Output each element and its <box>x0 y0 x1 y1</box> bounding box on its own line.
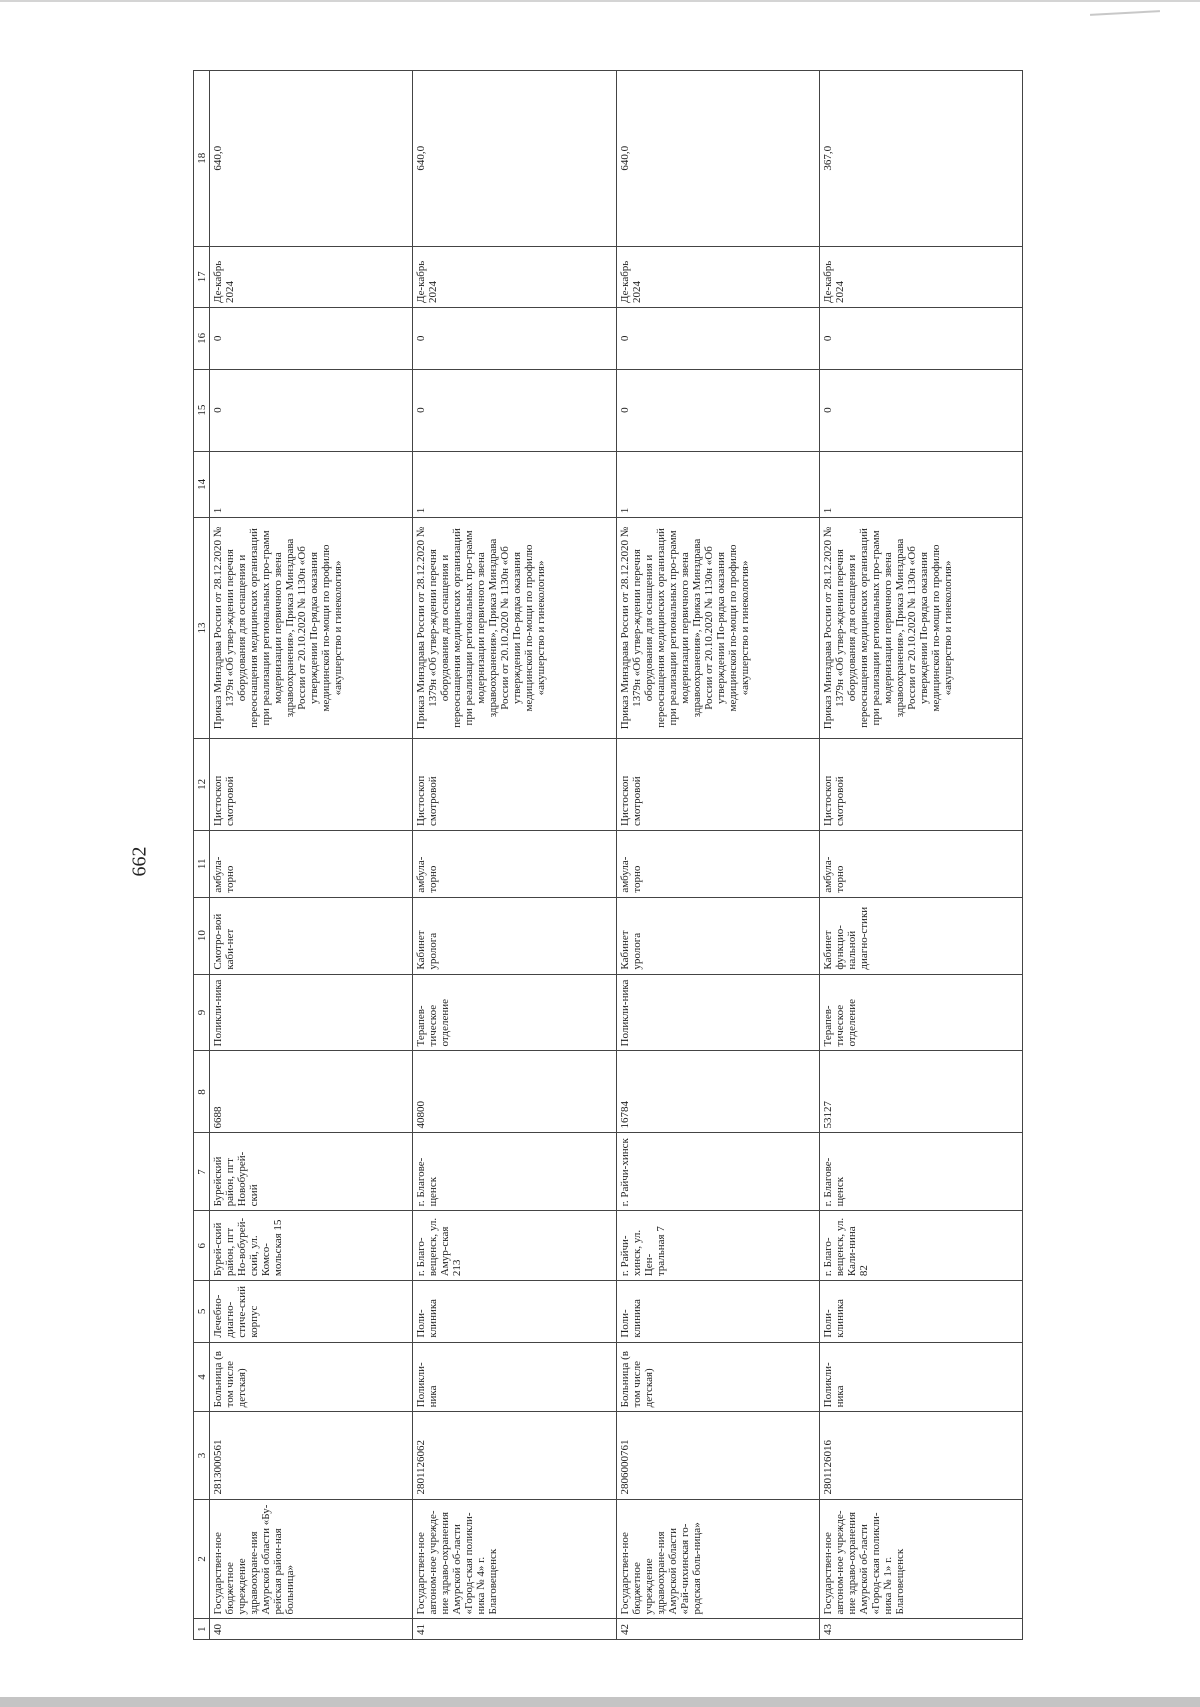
building: Поли-клиника <box>616 1281 819 1343</box>
organization-type: Поликли-ника <box>413 1342 616 1412</box>
building: Поли-клиника <box>413 1281 616 1343</box>
column-number: 9 <box>194 974 210 1051</box>
population: 40800 <box>413 1051 616 1133</box>
care-condition: амбула-торно <box>413 831 616 898</box>
delivery-date: Де-кабрь 2024 <box>210 246 413 308</box>
cost: 640,0 <box>413 71 616 247</box>
value-col-15: 0 <box>819 369 1022 451</box>
column-number: 13 <box>194 518 210 738</box>
row-number: 41 <box>413 1619 616 1640</box>
quantity: 1 <box>413 451 616 518</box>
delivery-date: Де-кабрь 2024 <box>413 246 616 308</box>
column-number: 14 <box>194 451 210 518</box>
value-col-15: 0 <box>616 369 819 451</box>
page-number: 662 <box>128 846 151 877</box>
locality: г. Благове-щенск <box>819 1133 1022 1211</box>
department: Поликли-ника <box>616 974 819 1051</box>
address: г. Благо-вещенск, ул. Кали-нина 82 <box>819 1211 1022 1281</box>
column-number: 4 <box>194 1342 210 1412</box>
column-number: 2 <box>194 1499 210 1619</box>
department: Терапев-тическое отделение <box>413 974 616 1051</box>
cabinet: Смотро-вой каби-нет <box>210 897 413 974</box>
column-number: 17 <box>194 246 210 308</box>
scan-top-edge <box>0 0 1200 2</box>
equipment-name: Цистоскоп смотровой <box>413 738 616 830</box>
organization-name: Государствен-ное бюджетное учреждение здравоохране-ния Амурской области «Рай-чихинская го-родская боль-ница» <box>616 1499 819 1619</box>
legal-basis: Приказ Минздрава России от 28.12.2020 № 1379н «Об утвер-ждении перечня оборудования для оснащения и переоснащения медицинских организаций при реализации региональных про-грамм модернизации первичного звена здравоохранения», Приказ Минздрава России от 20.10.2020 № 1130н «Об утверждении По-рядка оказания медицинской по-мощи по профилю «акушерство и гинекология» <box>210 518 413 738</box>
column-number: 10 <box>194 897 210 974</box>
equipment-name: Цистоскоп смотровой <box>616 738 819 830</box>
equipment-name: Цистоскоп смотровой <box>210 738 413 830</box>
column-number: 5 <box>194 1281 210 1343</box>
table-row <box>616 71 819 1640</box>
table-row <box>819 71 1022 1640</box>
scan-bottom-edge <box>0 1697 1200 1707</box>
inn-code: 2813000561 <box>210 1412 413 1499</box>
department: Терапев-тическое отделение <box>819 974 1022 1051</box>
population: 53127 <box>819 1051 1022 1133</box>
organization-name: Государствен-ное автоном-ное учрежде-ние здраво-охранения Амурской об-ласти «Город-ская поликли-ника № 4» г. Благовещенск <box>413 1499 616 1619</box>
building: Лечебно-диагно-стиче-ский корпус <box>210 1281 413 1343</box>
organization-type: Поликли-ника <box>819 1342 1022 1412</box>
value-col-16: 0 <box>616 308 819 370</box>
quantity: 1 <box>616 451 819 518</box>
building: Поли-клиника <box>819 1281 1022 1343</box>
column-number: 11 <box>194 831 210 898</box>
column-number: 7 <box>194 1133 210 1211</box>
address: г. Райчи-хинск, ул. Цен-тральная 7 <box>616 1211 819 1281</box>
value-col-15: 0 <box>210 369 413 451</box>
population: 16784 <box>616 1051 819 1133</box>
care-condition: амбула-торно <box>819 831 1022 898</box>
address: Бурей-ский район, пгт Но-вобурей-ский, ул. Комсо-мольская 15 <box>210 1211 413 1281</box>
column-number: 8 <box>194 1051 210 1133</box>
population: 6688 <box>210 1051 413 1133</box>
row-number: 40 <box>210 1619 413 1640</box>
delivery-date: Де-кабрь 2024 <box>616 246 819 308</box>
cost: 640,0 <box>616 71 819 247</box>
table-row <box>413 71 616 1640</box>
organization-type: Больница (в том числе детская) <box>210 1342 413 1412</box>
inn-code: 2801126062 <box>413 1412 616 1499</box>
locality: Бурейский район, пгт Новобурей-ский <box>210 1133 413 1211</box>
scan-mark <box>1090 10 1160 16</box>
legal-basis: Приказ Минздрава России от 28.12.2020 № 1379н «Об утвер-ждении перечня оборудования для оснащения и переоснащения медицинских организаций при реализации региональных про-грамм модернизации первичного звена здравоохранения», Приказ Минздрава России от 20.10.2020 № 1130н «Об утверждении По-рядка оказания медицинской по-мощи по профилю «акушерство и гинекология» <box>413 518 616 738</box>
document-table-rotated <box>193 70 1023 1640</box>
quantity: 1 <box>210 451 413 518</box>
care-condition: амбула-торно <box>210 831 413 898</box>
cabinet: Кабинет уролога <box>616 897 819 974</box>
cost: 367,0 <box>819 71 1022 247</box>
care-condition: амбула-торно <box>616 831 819 898</box>
column-number: 12 <box>194 738 210 830</box>
column-number: 6 <box>194 1211 210 1281</box>
cabinet: Кабинет функцио-нальной диагно-стики <box>819 897 1022 974</box>
department: Поликли-ника <box>210 974 413 1051</box>
locality: г. Райчи-хинск <box>616 1133 819 1211</box>
organization-name: Государствен-ное автоном-ное учрежде-ние здраво-охранения Амурской об-ласти «Город-ская поликли-ника № 1» г. Благовещенск <box>819 1499 1022 1619</box>
inn-code: 2806000761 <box>616 1412 819 1499</box>
row-number: 42 <box>616 1619 819 1640</box>
address: г. Благо-вещенск, ул. Амур-ская 213 <box>413 1211 616 1281</box>
legal-basis: Приказ Минздрава России от 28.12.2020 № 1379н «Об утвер-ждении перечня оборудования для оснащения и переоснащения медицинских организаций при реализации региональных про-грамм модернизации первичного звена здравоохранения», Приказ Минздрава России от 20.10.2020 № 1130н «Об утверждении По-рядка оказания медицинской по-мощи по профилю «акушерство и гинекология» <box>616 518 819 738</box>
organization-type: Больница (в том числе детская) <box>616 1342 819 1412</box>
column-number: 18 <box>194 71 210 247</box>
inn-code: 2801126016 <box>819 1412 1022 1499</box>
equipment-name: Цистоскоп смотровой <box>819 738 1022 830</box>
column-number: 16 <box>194 308 210 370</box>
equipment-table <box>193 70 1023 1640</box>
cost: 640,0 <box>210 71 413 247</box>
value-col-15: 0 <box>413 369 616 451</box>
column-number: 3 <box>194 1412 210 1499</box>
value-col-16: 0 <box>819 308 1022 370</box>
row-number: 43 <box>819 1619 1022 1640</box>
column-number-row <box>194 71 210 1640</box>
table-row <box>210 71 413 1640</box>
legal-basis: Приказ Минздрава России от 28.12.2020 № 1379н «Об утвер-ждении перечня оборудования для оснащения и переоснащения медицинских организаций при реализации региональных про-грамм модернизации первичного звена здравоохранения», Приказ Минздрава России от 20.10.2020 № 1130н «Об утверждении По-рядка оказания медицинской по-мощи по профилю «акушерство и гинекология» <box>819 518 1022 738</box>
delivery-date: Де-кабрь 2024 <box>819 246 1022 308</box>
value-col-16: 0 <box>413 308 616 370</box>
organization-name: Государствен-ное бюджетное учреждение здравоохране-ния Амурской области «Бу-рейская район-ная больница» <box>210 1499 413 1619</box>
value-col-16: 0 <box>210 308 413 370</box>
locality: г. Благове-щенск <box>413 1133 616 1211</box>
column-number: 15 <box>194 369 210 451</box>
column-number: 1 <box>194 1619 210 1640</box>
quantity: 1 <box>819 451 1022 518</box>
cabinet: Кабинет уролога <box>413 897 616 974</box>
